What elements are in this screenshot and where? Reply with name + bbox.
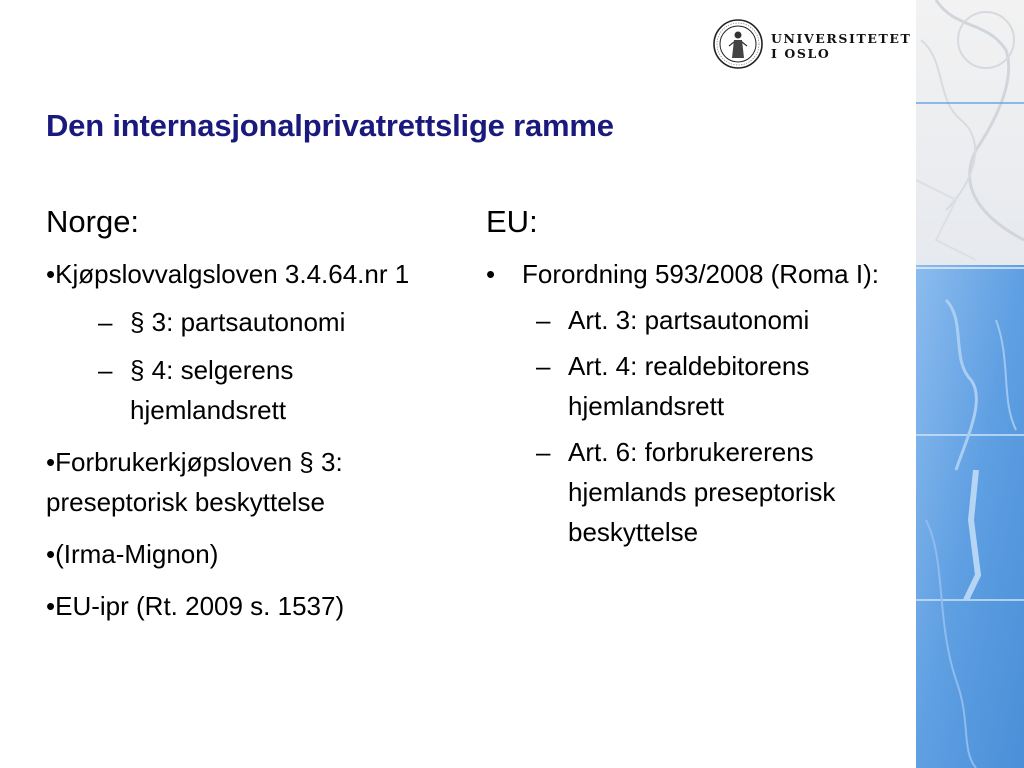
list-item: [46, 586, 456, 626]
list-item: [46, 442, 456, 522]
slide-title: Den internasjonalprivatrettslige ramme: [46, 108, 614, 143]
decorative-side-strip: [916, 0, 1024, 768]
bullet-icon: •: [46, 447, 56, 477]
sub-list-item: [46, 302, 456, 342]
eu-list: [486, 254, 906, 552]
sub-list-item: [522, 346, 906, 426]
sub-list-item-text: Art. 3: partsautonomi: [568, 305, 810, 335]
list-item: [46, 534, 456, 574]
sub-list-item-text: § 4: selgerens hjemlandsrett: [130, 355, 294, 425]
sub-list-item: [522, 432, 906, 552]
dash-icon: –: [98, 307, 113, 337]
bullet-icon: •: [46, 539, 56, 569]
eu-column: [486, 200, 906, 564]
list-item-text: EU-ipr (Rt. 2009 s. 1537): [55, 591, 345, 621]
bullet-icon: •: [486, 259, 496, 289]
list-item-text: (Irma-Mignon): [55, 539, 219, 569]
dash-icon: –: [536, 305, 551, 335]
sub-list-item: [522, 300, 906, 340]
university-name: [771, 31, 911, 61]
bullet-icon: •: [46, 259, 56, 289]
sub-list-item: [46, 350, 456, 430]
university-logo: [712, 18, 912, 74]
norway-column: [46, 200, 456, 638]
sub-list-item-text: Art. 6: forbrukererens hjemlands preseptorisk beskyttelse: [568, 437, 836, 547]
university-name-line2: I OSLO: [771, 46, 831, 61]
sub-list-item-text: § 3: partsautonomi: [130, 307, 346, 337]
list-item: [486, 254, 906, 552]
list-item: [46, 254, 456, 430]
bullet-icon: •: [46, 591, 56, 621]
university-name-line1: UNIVERSITETET: [771, 31, 912, 46]
sub-list-item-text: Art. 4: realdebitorens hjemlandsrett: [568, 351, 810, 421]
eu-heading: EU:: [486, 204, 538, 239]
norway-heading: Norge:: [46, 204, 140, 239]
dash-icon: –: [536, 351, 551, 381]
list-item-text: Forbrukerkjøpsloven § 3: preseptorisk beskyttelse: [46, 447, 343, 517]
dash-icon: –: [536, 437, 551, 467]
list-item-text: Kjøpslovvalgsloven 3.4.64.nr 1: [55, 259, 410, 289]
norway-list: [46, 254, 456, 626]
dash-icon: –: [98, 355, 113, 385]
university-seal-icon: [712, 18, 764, 70]
list-item-text: Forordning 593/2008 (Roma I):: [522, 259, 879, 289]
